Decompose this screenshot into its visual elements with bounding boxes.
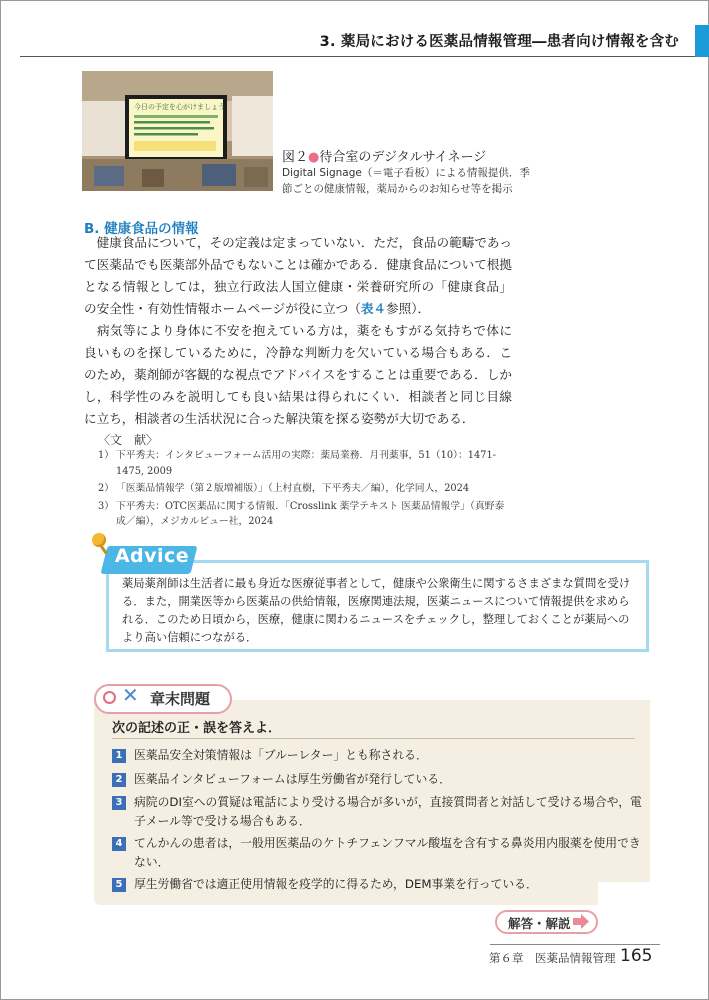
quiz-divider <box>112 738 635 739</box>
reference-text: 下平秀夫：OTC医薬品に関する情報．「Crosslink 薬学テキスト 医薬品情報学」（真野泰成／編），メジカルビュー社，2024 <box>116 500 505 527</box>
advice-label: Advice <box>114 545 190 567</box>
figure-caption-body: Digital Signage（＝電子看板）による情報提供．季節ごとの健康情報，薬局からのお知らせ等を掲示 <box>282 167 530 195</box>
quiz-item <box>112 834 642 872</box>
quiz-item <box>112 875 642 894</box>
pushpin-icon <box>92 533 106 547</box>
cross-icon: ✕ <box>122 683 139 707</box>
running-header: 3. 薬局における医薬品情報管理―患者向け情報を含む <box>319 34 679 50</box>
reference-number: 2） <box>98 483 115 494</box>
figure-photo <box>82 71 273 191</box>
circle-icon <box>103 691 116 704</box>
quiz-item <box>112 793 642 831</box>
answer-button-label: 解答・解説 <box>508 916 571 931</box>
footer-chapter: 第６章 医薬品情報管理 <box>489 951 616 965</box>
paragraph-1-text: 健康食品について，その定義は定まっていない．ただ，食品の範疇であって医薬品でも医薬部外品でもないことは確かである．健康食品について根拠となる情報としては，独立行政法人国立健康・栄養研究所の「健康食品」の安全性・有効性情報ホームページが役に立つ（ <box>84 235 512 316</box>
section-heading: B. 健康食品の情報 <box>84 221 199 237</box>
chapter-tab <box>695 25 709 57</box>
paragraph-1-end: 参照）． <box>386 301 431 316</box>
quiz-title: 章末問題 <box>150 690 211 708</box>
page-blank-area <box>598 882 658 912</box>
figure-caption-title <box>282 146 486 165</box>
quiz-item-text: 医薬品安全対策情報は「ブルーレター」とも称される． <box>134 748 428 762</box>
quiz-item <box>112 770 642 789</box>
page-number: 165 <box>620 946 653 966</box>
footer-rule <box>490 944 660 945</box>
reference-number: 1） <box>98 450 115 461</box>
quiz-number-badge: 5 <box>112 878 126 892</box>
figure-title: 待合室のデジタルサイネージ <box>319 150 487 165</box>
paragraph-1 <box>84 232 512 320</box>
screen-text: 今日の予定を心がけましょう <box>134 103 225 111</box>
waiting-room-photo <box>82 71 273 191</box>
quiz-item-text: てんかんの患者は，一般用医薬品のケトチフェンフマル酸塩を含有する鼻炎用内服薬を使用できない． <box>134 836 641 869</box>
advice-text: 薬局薬剤師は生活者に最も身近な医療従事者として，健康や公衆衛生に関するさまざまな質問を受ける．また，開業医等から医薬品の供給情報，医療関連法規，医薬ニュースについて情報提供を求められる．このため日頃から，医療，健康に関わるニュースをチェックし，整理しておくことが薬局へのより高い信頼につながる． <box>122 577 631 644</box>
reference-number: 3） <box>98 500 115 512</box>
reference-item <box>98 481 513 497</box>
table-reference-link[interactable]: 表４ <box>360 301 386 316</box>
paragraph-2: 病気等により身体に不安を抱えている方は，薬をもすがる気持ちで体に良いものを探しているために，冷静な判断力を欠いている場合もある．このため，薬剤師が客観的な視点でアドバイスをすることは重要である．しかし，科学性のみを説明しても良い結果は得られにくい．相談者と同じ目線に立ち，相談者の生活状況に合った解決策を探る姿勢が大切である． <box>84 323 512 426</box>
quiz-number-badge: 2 <box>112 773 126 787</box>
quiz-item-text: 厚生労働省では適正使用情報を疫学的に得るため，DEM事業を行っている． <box>134 877 538 891</box>
quiz-number-badge: 4 <box>112 837 126 851</box>
figure-number: 図２ <box>282 150 309 165</box>
caption-dot-icon: ● <box>308 150 320 165</box>
quiz-item-text: 病院のDI室への質疑は電話により受ける場合が多いが，直接質問者と対話して受ける場合や，電子メール等で受ける場合もある． <box>134 795 642 828</box>
quiz-item-text: 医薬品インタビューフォームは厚生労働省が発行している． <box>134 772 451 786</box>
header-rule <box>20 56 709 57</box>
reference-item <box>98 448 513 479</box>
reference-text: 下平秀夫：インタビューフォーム活用の実際：薬局業務．月刊薬事，51（10）：1471-1475, 2009 <box>116 450 496 477</box>
reference-text: 「医薬品情報学（第２版増補版）」（上村直樹，下平秀夫／編），化学同人，2024 <box>116 483 470 494</box>
arrow-right-icon <box>573 914 589 929</box>
quiz-item <box>112 746 642 765</box>
quiz-number-badge: 3 <box>112 796 126 810</box>
quiz-number-badge: 1 <box>112 749 126 763</box>
references-list <box>98 448 513 532</box>
quiz-instruction: 次の記述の正・誤を答えよ． <box>112 721 282 736</box>
references-heading: 〈文 献〉 <box>98 433 159 447</box>
reference-item <box>98 499 513 530</box>
